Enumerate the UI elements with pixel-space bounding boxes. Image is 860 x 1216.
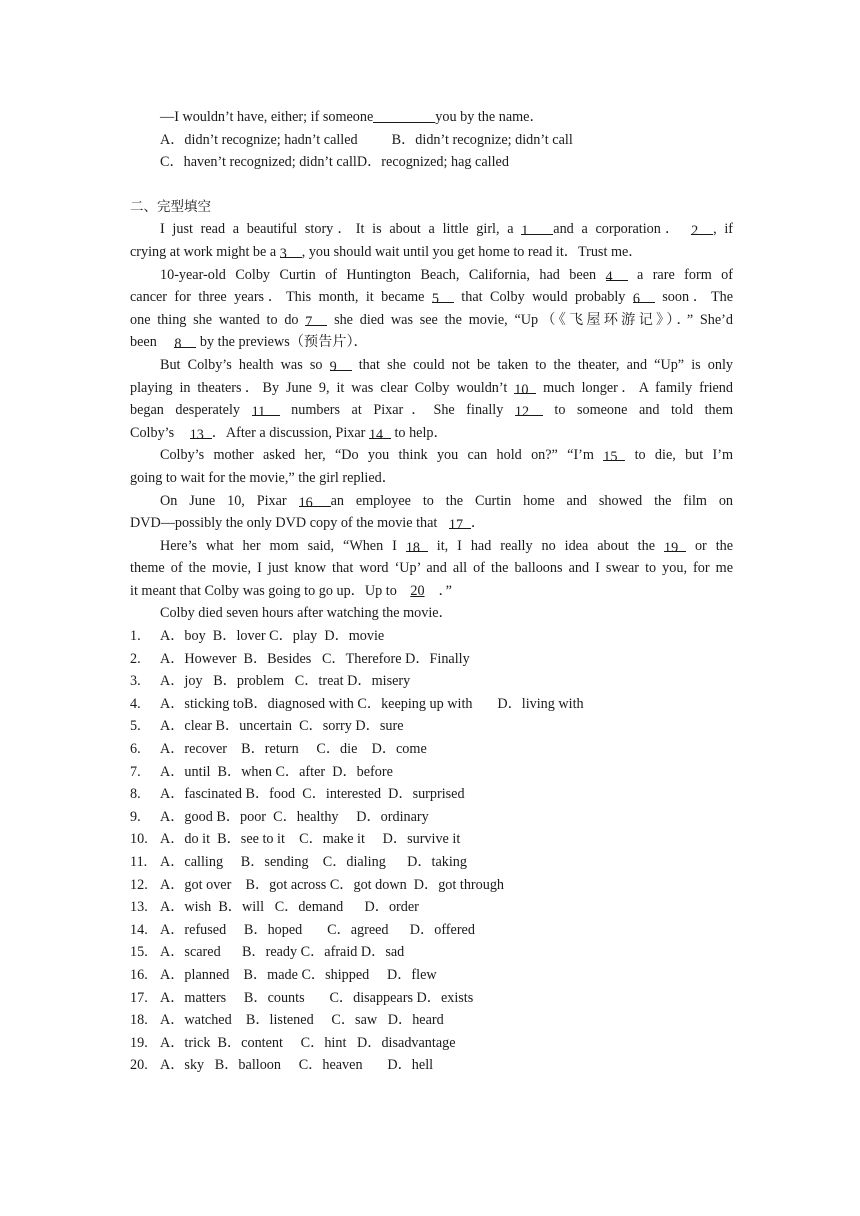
passage-line: crying at work might be a 3 , you should wait until you get home to read it．Trust me． xyxy=(130,243,643,262)
option-row xyxy=(130,896,733,919)
option-choices: A．joy B．problem C．treat D．misery xyxy=(160,673,411,690)
option-number: 7. xyxy=(130,763,141,780)
option-choices: A．calling B．sending C．dialing D．taking xyxy=(160,854,467,870)
blank-16: 16 xyxy=(299,492,331,507)
blank-2: 2 xyxy=(691,220,713,235)
option-row xyxy=(130,1032,733,1055)
option-row xyxy=(130,715,733,738)
passage-line: been 8 by the previews（预告片）． xyxy=(130,334,368,353)
option-choices: A．wish B．will C．demand D．order xyxy=(160,899,419,916)
option-row xyxy=(130,874,733,897)
document-page xyxy=(130,106,733,1077)
blank-12: 12 xyxy=(515,401,543,416)
option-choices: A．scared B．ready C．afraid D．sad xyxy=(160,944,405,961)
option-row xyxy=(130,738,733,761)
blank-15: 15 xyxy=(603,446,625,461)
option-choices: A．fascinated B．food C．interested D．surprised xyxy=(160,786,465,803)
option-choices: A．planned B．made C．shipped D．flew xyxy=(160,966,437,983)
option-row xyxy=(130,828,733,851)
blank-17: 17 xyxy=(449,514,471,529)
option-number: 17. xyxy=(130,989,148,1006)
question-dialog-end: you by the name． xyxy=(435,109,544,125)
option-number: 3. xyxy=(130,673,141,690)
option-row xyxy=(130,919,733,942)
option-c: C．haven’t recognized; didn’t call xyxy=(160,154,357,171)
option-number: 1. xyxy=(130,628,141,645)
passage-line: But Colby’s health was so 9 that she could not be taken to the theater, and “Up” is only xyxy=(160,356,733,375)
option-row xyxy=(130,670,733,693)
question-dialog-text: —I wouldn’t have, either; if someone xyxy=(160,109,374,125)
question-dialog-line xyxy=(130,106,733,129)
passage-line: Colby died seven hours after watching the movie． xyxy=(160,605,453,622)
option-number: 6. xyxy=(130,741,141,758)
option-choices: A．sky B．balloon C．heaven D．hell xyxy=(160,1057,434,1074)
section-title: 二、完型填空 xyxy=(130,198,211,215)
option-number: 9. xyxy=(130,808,141,825)
option-row xyxy=(130,987,733,1010)
blank-8: 8 xyxy=(174,333,196,348)
blank-20: 20 xyxy=(410,582,425,599)
option-choices: A．trick B．content C．hint D．disadvantage xyxy=(160,1034,456,1051)
option-number: 16. xyxy=(130,966,148,983)
blank-9: 9 xyxy=(330,356,352,371)
question-options-ab xyxy=(130,129,733,152)
passage-line: 10-year-old Colby Curtin of Huntington Beach, California, had been 4 a rare form of xyxy=(160,266,733,285)
passage-line: going to wait for the movie,” the girl replied． xyxy=(130,469,396,486)
option-d: D．recognized; hag called xyxy=(356,154,509,171)
option-number: 14. xyxy=(130,921,148,938)
passage-line: I just read a beautiful story．It is about a little girl, a 1 and a corporation． 2 , if xyxy=(160,221,733,240)
option-row xyxy=(130,783,733,806)
option-choices: A．watched B．listened C．saw D．heard xyxy=(160,1012,444,1029)
passage-line: Colby’s mother asked her, “Do you think you can hold on?” “I’m 15 to die, but I’m xyxy=(160,447,733,466)
option-choices: A．However B．Besides C．Therefore D．Finally xyxy=(160,650,470,667)
blank-19: 19 xyxy=(664,537,686,552)
blank-1: 1 xyxy=(521,220,553,235)
blank-4: 4 xyxy=(606,266,628,281)
passage-line: On June 10, Pixar 16 an employee to the Curtin home and showed the film on xyxy=(160,492,733,511)
passage-line: DVD—possibly the only DVD copy of the movie that 17 ． xyxy=(130,515,486,534)
option-choices: A．refused B．hoped C．agreed D．offered xyxy=(160,921,475,938)
passage-line: began desperately 11 numbers at Pixar．She finally 12 to someone and told them xyxy=(130,402,733,421)
option-number: 4. xyxy=(130,695,141,712)
passage-line: theme of the movie, I just know that word ‘Up’ and all of the balloons and I swear to you, for me xyxy=(130,560,733,577)
option-row xyxy=(130,964,733,987)
answer-blank xyxy=(373,108,435,123)
blank-18: 18 xyxy=(406,537,428,552)
option-choices: A．good B．poor C．healthy D．ordinary xyxy=(160,808,429,825)
option-choices: A．got over B．got across C．got down D．got through xyxy=(160,876,505,893)
option-row xyxy=(130,941,733,964)
option-number: 11. xyxy=(130,854,148,870)
option-row xyxy=(130,625,733,648)
option-row xyxy=(130,851,733,874)
option-number: 5. xyxy=(130,718,141,735)
option-row xyxy=(130,1054,733,1077)
question-options-cd xyxy=(130,151,733,174)
passage-line: Colby’s 13 ．After a discussion, Pixar 14 to help． xyxy=(130,424,448,443)
option-choices: A．sticking toB．diagnosed with C．keeping up with D．living with xyxy=(160,695,584,712)
option-choices: A．do it B．see to it C．make it D．survive it xyxy=(160,831,461,848)
blank-11: 11 xyxy=(252,401,280,416)
option-number: 12. xyxy=(130,876,148,893)
blank-10: 10 xyxy=(514,379,536,394)
options-list xyxy=(130,625,733,1077)
option-choices: A．until B．when C．after D．before xyxy=(160,763,393,780)
option-b: B．didn’t recognize; didn’t call xyxy=(391,131,573,148)
passage-line: playing in theaters．By June 9, it was clear Colby wouldn’t 10 much longer．A family friend xyxy=(130,379,733,398)
option-row xyxy=(130,693,733,716)
blank-14: 14 xyxy=(369,424,391,439)
option-row xyxy=(130,806,733,829)
option-number: 8. xyxy=(130,786,141,803)
option-number: 20. xyxy=(130,1057,148,1074)
blank-7: 7 xyxy=(305,311,327,326)
option-row xyxy=(130,648,733,671)
passage-line: cancer for three years．This month, it became 5 that Colby would probably 6 soon．The xyxy=(130,289,733,308)
option-row xyxy=(130,1009,733,1032)
option-number: 13. xyxy=(130,899,148,916)
option-choices: A．clear B．uncertain C．sorry D．sure xyxy=(160,718,404,735)
option-a: A．didn’t recognize; hadn’t called xyxy=(160,131,358,148)
option-number: 2. xyxy=(130,650,141,667)
option-number: 10. xyxy=(130,831,148,848)
blank-6: 6 xyxy=(633,288,655,303)
option-choices: A．boy B．lover C．play D．movie xyxy=(160,628,385,645)
passage-line: it meant that Colby was going to go up．Up to 20 ．” xyxy=(130,582,452,599)
option-row xyxy=(130,761,733,784)
blank-3: 3 xyxy=(280,243,302,258)
option-number: 18. xyxy=(130,1012,148,1029)
option-number: 15. xyxy=(130,944,148,961)
passage-line: Here’s what her mom said, “When I 18 it, I had really no idea about the 19 or the xyxy=(160,537,733,556)
option-choices: A．matters B．counts C．disappears D．exists xyxy=(160,989,474,1006)
passage-line: one thing she wanted to do 7 she died was see the movie, “Up（《飞屋环游记》）．” She’d xyxy=(130,311,733,330)
option-number: 19. xyxy=(130,1034,148,1051)
blank-5: 5 xyxy=(432,288,454,303)
blank-13: 13 xyxy=(190,424,212,439)
option-choices: A．recover B．return C．die D．come xyxy=(160,741,427,758)
